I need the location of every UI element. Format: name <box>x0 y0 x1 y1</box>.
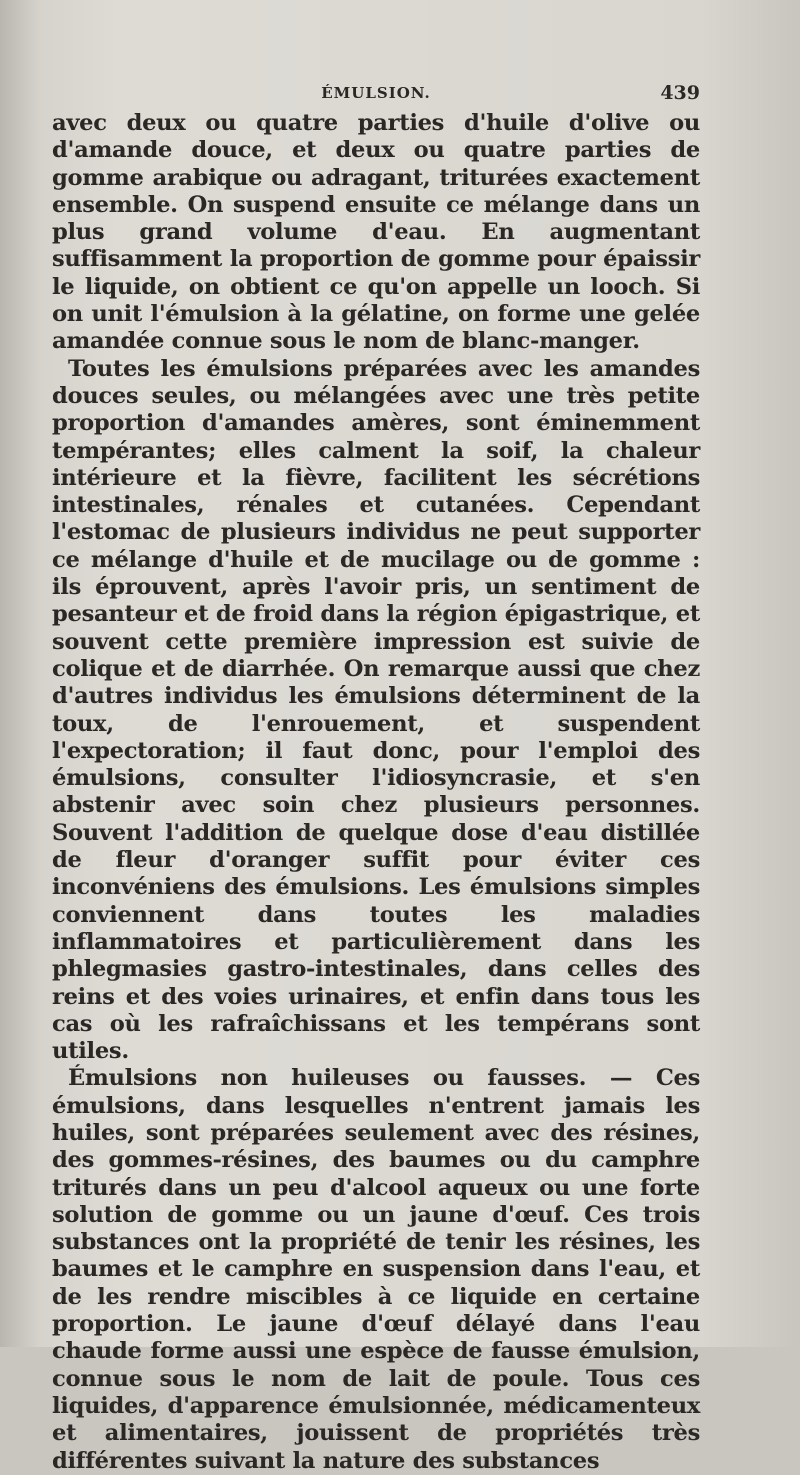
running-title: ÉMULSION. <box>321 84 431 102</box>
page-header <box>52 78 700 110</box>
paragraph-2: Toutes les émulsions préparées avec les amandes douces seules, ou mélangées avec une très petite proportion d'amandes amères, sont éminemment tempérantes; elles calment la soif, la chaleur intérieure et la fièvre, facilitent les sécrétions intestinales, rénales et cutanées. Cependant l'estomac de plusieurs individus ne peut supporter ce mélange d'huile et de mucilage ou de gomme : ils éprouvent, après l'avoir pris, un sentiment de pesanteur et de froid dans la région épigastrique, et souvent cette première impression est suivie de colique et de diarrhée. On remarque aussi que chez d'autres individus les émulsions déterminent de la toux, de l'enrouement, et suspendent l'expectoration; il faut donc, pour l'emploi des émulsions, consulter l'idiosyncrasie, et s'en abstenir avec soin chez plusieurs personnes. Souvent l'addition de quelque dose d'eau distillée de fleur d'oranger suffit pour éviter ces inconvéniens des émulsions. Les émulsions simples conviennent dans toutes les maladies inflammatoires et particulièrement dans les phlegmasies gastro-intestinales, dans celles des reins et des voies urinaires, et enfin dans tous les cas où les rafraîchissans et les tempérans sont utiles. <box>52 355 700 1065</box>
page-number: 439 <box>660 82 700 104</box>
paragraph-3: Émulsions non huileuses ou fausses. — Ces émulsions, dans lesquelles n'entrent jamais les huiles, sont préparées seulement avec des résines, des gommes-résines, des baumes ou du camphre triturés dans un peu d'alcool aqueux ou une forte solution de gomme ou un jaune d'œuf. Ces trois substances ont la propriété de tenir les résines, les baumes et le camphre en suspension dans l'eau, et de les rendre miscibles à ce liquide en certaine proportion. Le jaune d'œuf délayé dans l'eau chaude forme aussi une espèce de fausse émulsion, connue sous le nom de lait de poule. Tous ces liquides, d'apparence émulsionnée, médicamenteux et alimentaires, jouissent de propriétés très différentes suivant la nature des substances <box>52 1065 700 1474</box>
paragraph-1: avec deux ou quatre parties d'huile d'olive ou d'amande douce, et deux ou quatre parties de gomme arabique ou adragant, triturées exactement ensemble. On suspend ensuite ce mélange dans un plus grand volume d'eau. En augmentant suffisamment la proportion de gomme pour épaissir le liquide, on obtient ce qu'on appelle un looch. Si on unit l'émulsion à la gélatine, on forme une gelée amandée connue sous le nom de blanc-manger. <box>52 110 700 355</box>
